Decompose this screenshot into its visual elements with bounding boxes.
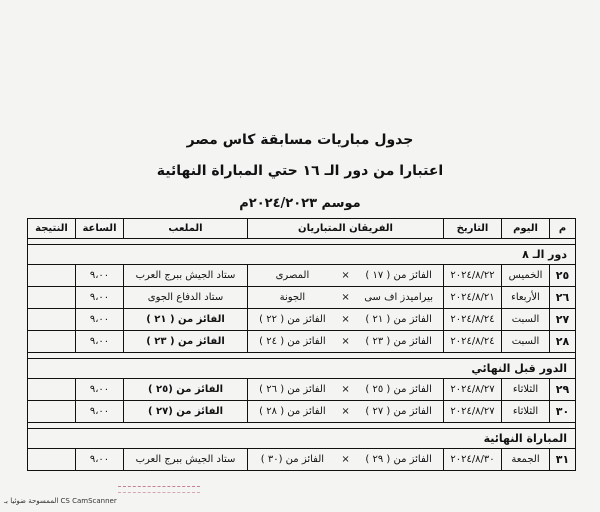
header-m: م [550, 219, 576, 239]
match-result [28, 449, 76, 471]
schedule-body [28, 239, 576, 471]
match-teams [248, 331, 444, 353]
match-stadium: ستاد الجيش ببرج العرب [124, 265, 248, 287]
match-result [28, 331, 76, 353]
teams-wrap [251, 406, 440, 417]
away-team: المصرى [275, 270, 310, 281]
match-date: ٢٠٢٤/٨/٣٠ [444, 449, 502, 471]
match-date: ٢٠٢٤/٨/٢٤ [444, 331, 502, 353]
match-result [28, 401, 76, 423]
away-team: الفائز من ( ٢٢ ) [259, 314, 326, 325]
teams-wrap [251, 314, 440, 325]
away-team: الفائز من ( ٢٨ ) [259, 406, 326, 417]
header-result: النتيجة [28, 219, 76, 239]
match-stadium: الفائز من ( ٢١ ) [124, 309, 248, 331]
section-row [28, 245, 576, 265]
page-title: جدول مباريات مسابقة كاس مصر [186, 132, 414, 148]
teams-wrap [251, 292, 440, 303]
match-stadium: ستاد الدفاع الجوى [124, 287, 248, 309]
match-row [28, 449, 576, 471]
match-row [28, 265, 576, 287]
home-team: الفائز من ( ٢٩ ) [365, 454, 432, 465]
match-stadium: الفائز من (٢٧ ) [124, 401, 248, 423]
away-team: الفائز من ( ٢٦ ) [259, 384, 326, 395]
match-number: ٢٦ [550, 287, 576, 309]
teams-wrap [251, 454, 440, 465]
match-row [28, 401, 576, 423]
match-row [28, 379, 576, 401]
match-result [28, 379, 76, 401]
match-day: الأربعاء [502, 287, 550, 309]
match-day: الخميس [502, 265, 550, 287]
header-date: التاريخ [444, 219, 502, 239]
match-time: ٩،٠٠ [76, 449, 124, 471]
match-teams [248, 401, 444, 423]
home-team: الفائز من ( ٢٥ ) [365, 384, 432, 395]
versus-mark: × [341, 270, 350, 281]
match-time: ٩،٠٠ [76, 379, 124, 401]
versus-mark: × [341, 336, 350, 347]
match-number: ٣٠ [550, 401, 576, 423]
schedule-table [27, 218, 576, 471]
scan-mark [118, 492, 200, 497]
match-teams [248, 379, 444, 401]
scanner-footer: CS CamScanner الممسوحة ضوئيا بـ [4, 497, 117, 505]
match-day: السبت [502, 309, 550, 331]
match-day: السبت [502, 331, 550, 353]
header-teams: الفريقان المتباريان [248, 219, 444, 239]
section-label: المباراة النهائية [28, 429, 576, 449]
match-day: الجمعة [502, 449, 550, 471]
match-number: ٢٥ [550, 265, 576, 287]
match-stadium: الفائز من (٢٥ ) [124, 379, 248, 401]
match-time: ٩،٠٠ [76, 331, 124, 353]
versus-mark: × [341, 314, 350, 325]
match-teams [248, 449, 444, 471]
versus-mark: × [341, 454, 350, 465]
versus-mark: × [341, 384, 350, 395]
match-date: ٢٠٢٤/٨/٢٤ [444, 309, 502, 331]
home-team: الفائز من ( ٢٣ ) [365, 336, 432, 347]
teams-wrap [251, 270, 440, 281]
match-row [28, 309, 576, 331]
section-label: الدور قبل النهائي [28, 359, 576, 379]
match-result [28, 309, 76, 331]
home-team: الفائز من ( ٢٧ ) [365, 406, 432, 417]
match-number: ٢٨ [550, 331, 576, 353]
home-team: بيراميدز اف سى [364, 292, 433, 303]
header-stadium: الملعب [124, 219, 248, 239]
match-stadium: ستاد الجيش ببرج العرب [124, 449, 248, 471]
versus-mark: × [341, 292, 350, 303]
section-label: دور الـ ٨ [28, 245, 576, 265]
match-result [28, 287, 76, 309]
match-date: ٢٠٢٤/٨/٢١ [444, 287, 502, 309]
header-day: اليوم [502, 219, 550, 239]
home-team: الفائز من ( ٢١ ) [365, 314, 432, 325]
match-teams [248, 309, 444, 331]
page-subtitle: اعتبارا من دور الـ ١٦ حتي المباراة النهائية [156, 163, 444, 179]
match-teams [248, 265, 444, 287]
match-row [28, 331, 576, 353]
match-day: الثلاثاء [502, 379, 550, 401]
section-row [28, 359, 576, 379]
match-number: ٢٩ [550, 379, 576, 401]
match-number: ٢٧ [550, 309, 576, 331]
match-date: ٢٠٢٤/٨/٢٢ [444, 265, 502, 287]
away-team: الفائز من (٣٠ ) [260, 454, 325, 465]
match-date: ٢٠٢٤/٨/٢٧ [444, 379, 502, 401]
teams-wrap [251, 384, 440, 395]
match-time: ٩،٠٠ [76, 309, 124, 331]
match-number: ٣١ [550, 449, 576, 471]
away-team: الجونة [279, 292, 306, 303]
home-team: الفائز من ( ١٧ ) [365, 270, 432, 281]
table-header-row [28, 219, 576, 239]
teams-wrap [251, 336, 440, 347]
season-label: موسم ٢٠٢٤/٢٠٢٣م [239, 196, 361, 211]
match-result [28, 265, 76, 287]
match-time: ٩،٠٠ [76, 265, 124, 287]
match-stadium: الفائز من ( ٢٣ ) [124, 331, 248, 353]
match-time: ٩،٠٠ [76, 401, 124, 423]
match-teams [248, 287, 444, 309]
match-date: ٢٠٢٤/٨/٢٧ [444, 401, 502, 423]
away-team: الفائز من ( ٢٤ ) [259, 336, 326, 347]
section-row [28, 429, 576, 449]
match-time: ٩،٠٠ [76, 287, 124, 309]
match-row [28, 287, 576, 309]
header-time: الساعة [76, 219, 124, 239]
versus-mark: × [341, 406, 350, 417]
match-day: الثلاثاء [502, 401, 550, 423]
